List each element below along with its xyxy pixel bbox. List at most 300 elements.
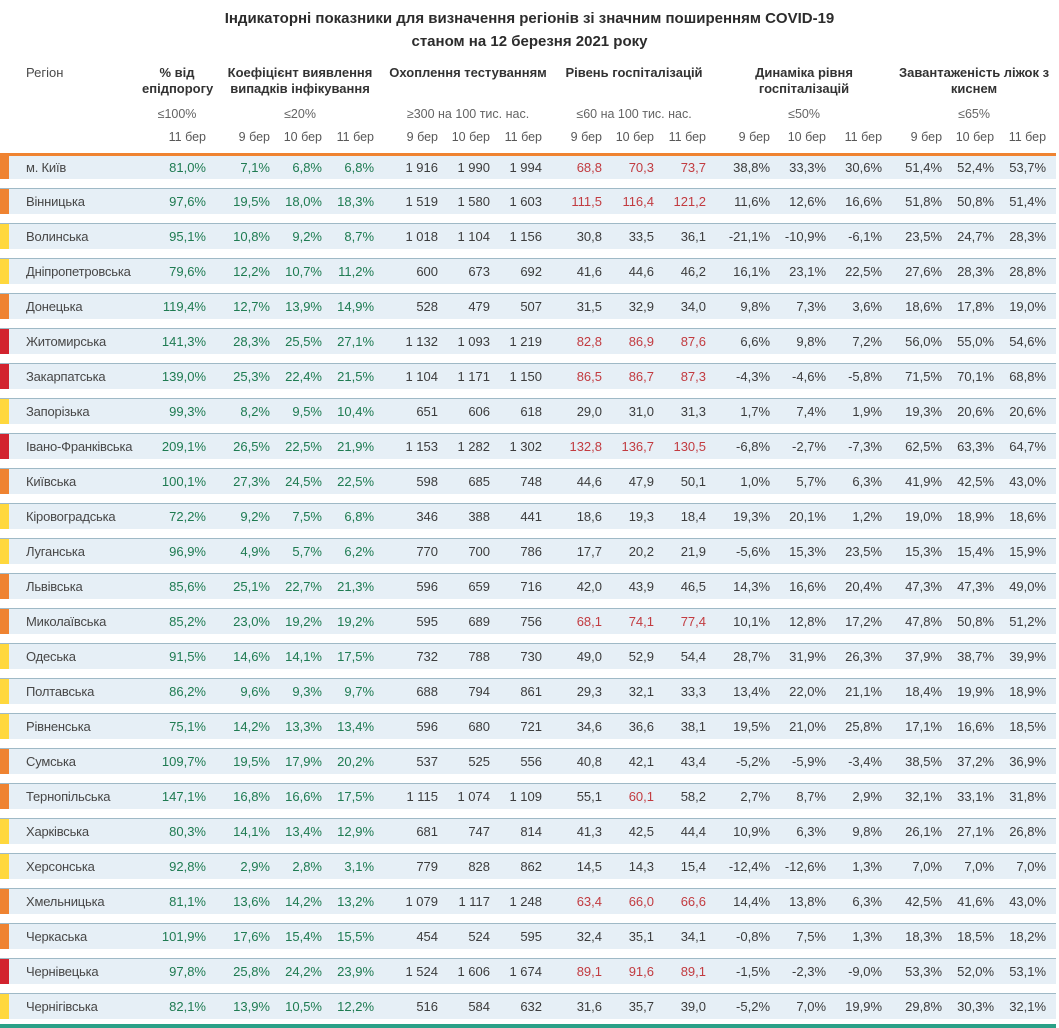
value-cell: 1,9% [836,398,892,424]
value-cell: 85,2% [138,608,216,634]
table-row [0,258,1056,284]
value-cell: -5,6% [716,538,780,564]
value-cell: 25,8% [216,958,280,984]
value-cell: 209,1% [138,433,216,459]
value-cell: 50,8% [952,188,1004,214]
region-cell [0,888,138,914]
value-cell: 31,0 [612,398,664,424]
value-cell: 2,9% [216,853,280,879]
value-cell: 3,1% [332,853,384,879]
value-cell: 524 [448,923,500,949]
value-cell: 7,2% [836,328,892,354]
value-cell: 17,9% [280,748,332,774]
value-cell: 525 [448,748,500,774]
value-cell: 11,6% [716,188,780,214]
value-cell: 26,5% [216,433,280,459]
value-cell: 89,1 [552,958,612,984]
value-cell: 34,0 [664,293,716,319]
risk-level-indicator [0,819,9,844]
region-cell [0,853,138,879]
value-cell: -21,1% [716,223,780,249]
value-cell: -1,5% [716,958,780,984]
threshold-hosp-dynamics: ≤50% [716,107,892,121]
value-cell: 121,2 [664,188,716,214]
value-cell: 15,4 [664,853,716,879]
value-cell: 13,6% [216,888,280,914]
risk-level-indicator [0,539,9,564]
value-cell: 748 [500,468,552,494]
table-row [0,713,1056,739]
value-cell: 1 153 [384,433,448,459]
date-label: 9 бер [892,130,952,144]
value-cell: 479 [448,293,500,319]
value-cell: 12,2% [332,993,384,1019]
value-cell: 779 [384,853,448,879]
region-name: Рівненська [26,719,91,734]
value-cell: 22,5% [836,258,892,284]
value-cell: 14,3 [612,853,664,879]
risk-level-indicator [0,574,9,599]
value-cell: 39,0 [664,993,716,1019]
page-title [80,0,980,54]
value-cell: 40,8 [552,748,612,774]
region-name: Одеська [26,649,76,664]
value-cell: 16,6% [952,713,1004,739]
value-cell: 606 [448,398,500,424]
value-cell: 54,4 [664,643,716,669]
value-cell: 26,1% [892,818,952,844]
value-cell: 18,3% [892,923,952,949]
value-cell: 44,6 [552,468,612,494]
value-cell: 15,3% [892,538,952,564]
table-row [0,293,1056,319]
region-name: Чернігівська [26,999,98,1014]
region-name: Запорізька [26,404,89,419]
table-row [0,643,1056,669]
region-cell [0,923,138,949]
value-cell: 141,3% [138,328,216,354]
value-cell: 33,3 [664,678,716,704]
value-cell: 27,3% [216,468,280,494]
value-cell: 18,6 [552,503,612,529]
value-cell: 56,0% [892,328,952,354]
value-cell: 38,8% [716,153,780,179]
value-cell: -3,4% [836,748,892,774]
region-cell [0,223,138,249]
value-cell: 86,2% [138,678,216,704]
value-cell: 16,1% [716,258,780,284]
value-cell: 595 [500,923,552,949]
value-cell: 27,6% [892,258,952,284]
value-cell: 770 [384,538,448,564]
value-cell: 556 [500,748,552,774]
date-label: 11 бер [332,130,384,144]
value-cell: 41,6% [952,888,1004,914]
table-row [0,328,1056,354]
value-cell: 689 [448,608,500,634]
value-cell: 44,6 [612,258,664,284]
value-cell: 31,8% [1004,783,1056,809]
value-cell: 53,7% [1004,153,1056,179]
value-cell: 18,5% [952,923,1004,949]
value-cell: 6,3% [780,818,836,844]
value-cell: 700 [448,538,500,564]
value-cell: 9,6% [216,678,280,704]
value-cell: 79,6% [138,258,216,284]
risk-level-indicator [0,156,9,179]
value-cell: 17,2% [836,608,892,634]
risk-level-indicator [0,259,9,284]
value-cell: 51,2% [1004,608,1056,634]
value-cell: 21,5% [332,363,384,389]
value-cell: 43,0% [1004,468,1056,494]
date-label: 10 бер [280,130,332,144]
value-cell: 1,2% [836,503,892,529]
value-cell: 18,2% [1004,923,1056,949]
table-row [0,678,1056,704]
value-cell: 29,0 [552,398,612,424]
value-cell: 22,5% [332,468,384,494]
threshold-detection: ≤20% [216,107,384,121]
value-cell: 60,1 [612,783,664,809]
value-cell: 53,1% [1004,958,1056,984]
date-label: 9 бер [384,130,448,144]
value-cell: 70,1% [952,363,1004,389]
value-cell: 43,9 [612,573,664,599]
value-cell: 28,3% [952,258,1004,284]
page-title-line2: станом на 12 березня 2021 року [80,30,980,53]
value-cell: 1 674 [500,958,552,984]
value-cell: 18,6% [892,293,952,319]
value-cell: 659 [448,573,500,599]
value-cell: 19,2% [280,608,332,634]
value-cell: 16,8% [216,783,280,809]
date-label: 9 бер [216,130,280,144]
value-cell: 31,3 [664,398,716,424]
value-cell: 1,3% [836,853,892,879]
date-label: 9 бер [552,130,612,144]
value-cell: 596 [384,713,448,739]
value-cell: 28,3% [1004,223,1056,249]
value-cell: 692 [500,258,552,284]
value-cell: 1,7% [716,398,780,424]
value-cell: 1 524 [384,958,448,984]
value-cell: 29,3 [552,678,612,704]
value-cell: 9,2% [280,223,332,249]
value-cell: 68,8 [552,153,612,179]
value-cell: 38,1 [664,713,716,739]
value-cell: 23,1% [780,258,836,284]
value-cell: 19,0% [892,503,952,529]
value-cell: 13,9% [216,993,280,1019]
value-cell: 19,0% [1004,293,1056,319]
value-cell: 32,1 [612,678,664,704]
value-cell: 1,3% [836,923,892,949]
value-cell: 46,5 [664,573,716,599]
value-cell: 18,9% [1004,678,1056,704]
table-row [0,958,1056,984]
value-cell: 5,7% [780,468,836,494]
value-cell: 27,1% [952,818,1004,844]
value-cell: 528 [384,293,448,319]
value-cell: 136,7 [612,433,664,459]
value-cell: 82,8 [552,328,612,354]
value-cell: 6,2% [332,538,384,564]
risk-level-indicator [0,329,9,354]
value-cell: 1 219 [500,328,552,354]
value-cell: 1 132 [384,328,448,354]
value-cell: 26,3% [836,643,892,669]
value-cell: 116,4 [612,188,664,214]
region-cell [0,153,138,179]
value-cell: 19,5% [716,713,780,739]
value-cell: 86,7 [612,363,664,389]
value-cell: 1 074 [448,783,500,809]
value-cell: 1 606 [448,958,500,984]
value-cell: 20,1% [780,503,836,529]
value-cell: 21,9% [332,433,384,459]
group-header-epid: % від епідпорогу [138,65,216,99]
value-cell: 3,6% [836,293,892,319]
value-cell: 19,5% [216,188,280,214]
value-cell: 13,2% [332,888,384,914]
value-cell: 688 [384,678,448,704]
value-cell: 1 150 [500,363,552,389]
region-name: Дніпропетровська [26,264,131,279]
value-cell: 52,0% [952,958,1004,984]
value-cell: 87,6 [664,328,716,354]
value-cell: 16,6% [280,783,332,809]
value-cell: 17,6% [216,923,280,949]
value-cell: 111,5 [552,188,612,214]
value-cell: 99,3% [138,398,216,424]
value-cell: 26,8% [1004,818,1056,844]
value-cell: -2,3% [780,958,836,984]
value-cell: 73,7 [664,153,716,179]
region-cell [0,643,138,669]
value-cell: 87,3 [664,363,716,389]
value-cell: 537 [384,748,448,774]
group-header-detection: Коефіцієнт виявлення випадків інфікування [216,65,384,99]
value-cell: 1 990 [448,153,500,179]
value-cell: 1 519 [384,188,448,214]
value-cell: 454 [384,923,448,949]
risk-level-indicator [0,469,9,494]
value-cell: 51,4% [1004,188,1056,214]
value-cell: 6,8% [332,153,384,179]
value-cell: 7,0% [892,853,952,879]
value-cell: 38,5% [892,748,952,774]
value-cell: 21,9 [664,538,716,564]
value-cell: 25,3% [216,363,280,389]
value-cell: 36,1 [664,223,716,249]
value-cell: 4,9% [216,538,280,564]
value-cell: 33,1% [952,783,1004,809]
value-cell: 18,0% [280,188,332,214]
value-cell: 20,4% [836,573,892,599]
region-cell [0,958,138,984]
value-cell: 9,8% [716,293,780,319]
value-cell: 28,7% [716,643,780,669]
value-cell: 1 282 [448,433,500,459]
group-header-testing: Охоплення тестуванням [384,65,552,99]
value-cell: -7,3% [836,433,892,459]
value-cell: 31,5 [552,293,612,319]
region-cell [0,188,138,214]
value-cell: 43,0% [1004,888,1056,914]
value-cell: 680 [448,713,500,739]
value-cell: 23,5% [892,223,952,249]
value-cell: 132,8 [552,433,612,459]
value-cell: 32,4 [552,923,612,949]
value-cell: 42,5 [612,818,664,844]
value-cell: 24,5% [280,468,332,494]
value-cell: 44,4 [664,818,716,844]
value-cell: 37,9% [892,643,952,669]
date-label: 9 бер [716,130,780,144]
table-row [0,888,1056,914]
region-name: Сумська [26,754,76,769]
table-row [0,853,1056,879]
value-cell: 9,5% [280,398,332,424]
value-cell: 15,5% [332,923,384,949]
value-cell: 23,5% [836,538,892,564]
value-cell: 70,3 [612,153,664,179]
value-cell: 13,8% [780,888,836,914]
value-cell: 33,3% [780,153,836,179]
value-cell: 794 [448,678,500,704]
value-cell: 41,9% [892,468,952,494]
value-cell: 828 [448,853,500,879]
table-row [0,538,1056,564]
region-name: Кіровоградська [26,509,115,524]
value-cell: 30,3% [952,993,1004,1019]
region-name: Черкаська [26,929,87,944]
value-cell: 21,3% [332,573,384,599]
indicators-table [0,56,1056,1028]
value-cell: 37,2% [952,748,1004,774]
risk-level-indicator [0,994,9,1019]
value-cell: 6,6% [716,328,780,354]
value-cell: 8,7% [332,223,384,249]
value-cell: 20,2% [332,748,384,774]
value-cell: 109,7% [138,748,216,774]
value-cell: 49,0 [552,643,612,669]
value-cell: 10,9% [716,818,780,844]
value-cell: 15,3% [780,538,836,564]
risk-level-indicator [0,959,9,984]
region-name: Полтавська [26,684,94,699]
page-title-line1: Індикаторні показники для визначення регіонів зі значним поширенням COVID-19 [80,7,980,30]
value-cell: 34,6 [552,713,612,739]
risk-level-indicator [0,679,9,704]
value-cell: 81,1% [138,888,216,914]
value-cell: 12,6% [780,188,836,214]
header-threshold-row [0,107,1056,121]
value-cell: 9,8% [836,818,892,844]
risk-level-indicator [0,854,9,879]
risk-level-indicator [0,399,9,424]
region-column-header: Регіон [0,65,138,99]
value-cell: 55,1 [552,783,612,809]
value-cell: 13,4% [280,818,332,844]
value-cell: 119,4% [138,293,216,319]
value-cell: 12,8% [780,608,836,634]
value-cell: 716 [500,573,552,599]
value-cell: 97,8% [138,958,216,984]
value-cell: 101,9% [138,923,216,949]
value-cell: 19,9% [952,678,1004,704]
value-cell: 19,9% [836,993,892,1019]
risk-level-indicator [0,924,9,949]
value-cell: 139,0% [138,363,216,389]
table-row [0,363,1056,389]
region-name: Закарпатська [26,369,105,384]
value-cell: 14,1% [280,643,332,669]
group-header-hospitalization: Рівень госпіталізацій [552,65,716,99]
value-cell: -5,8% [836,363,892,389]
value-cell: 64,7% [1004,433,1056,459]
value-cell: 20,6% [1004,398,1056,424]
value-cell: 7,5% [780,923,836,949]
value-cell: 681 [384,818,448,844]
table-row [0,993,1056,1019]
value-cell: 14,1% [216,818,280,844]
value-cell: 7,5% [280,503,332,529]
value-cell: 17,5% [332,783,384,809]
value-cell: 42,5% [892,888,952,914]
value-cell: 68,1 [552,608,612,634]
region-name: Донецька [26,299,82,314]
value-cell: 5,7% [280,538,332,564]
value-cell: 47,3% [952,573,1004,599]
value-cell: 51,8% [892,188,952,214]
risk-level-indicator [0,189,9,214]
value-cell: 1 104 [448,223,500,249]
risk-level-indicator [0,364,9,389]
value-cell: 1 109 [500,783,552,809]
region-cell [0,993,138,1019]
header-group-row [0,65,1056,99]
value-cell: 96,9% [138,538,216,564]
value-cell: 32,1% [1004,993,1056,1019]
region-cell [0,328,138,354]
value-cell: 7,1% [216,153,280,179]
region-cell [0,818,138,844]
value-cell: 130,5 [664,433,716,459]
table-row [0,398,1056,424]
value-cell: 41,3 [552,818,612,844]
value-cell: 12,2% [216,258,280,284]
value-cell: 42,0 [552,573,612,599]
table-row [0,818,1056,844]
threshold-epid: ≤100% [138,107,216,121]
group-header-hosp-dynamics: Динаміка рівня госпіталізацій [716,65,892,99]
value-cell: 8,7% [780,783,836,809]
value-cell: 1 115 [384,783,448,809]
value-cell: 19,3% [892,398,952,424]
value-cell: 82,1% [138,993,216,1019]
region-name: Харківська [26,824,89,839]
risk-level-indicator [0,294,9,319]
value-cell: 14,3% [716,573,780,599]
value-cell: 100,1% [138,468,216,494]
value-cell: 595 [384,608,448,634]
region-name: Київська [26,474,76,489]
value-cell: 66,0 [612,888,664,914]
value-cell: 13,9% [280,293,332,319]
value-cell: 11,2% [332,258,384,284]
